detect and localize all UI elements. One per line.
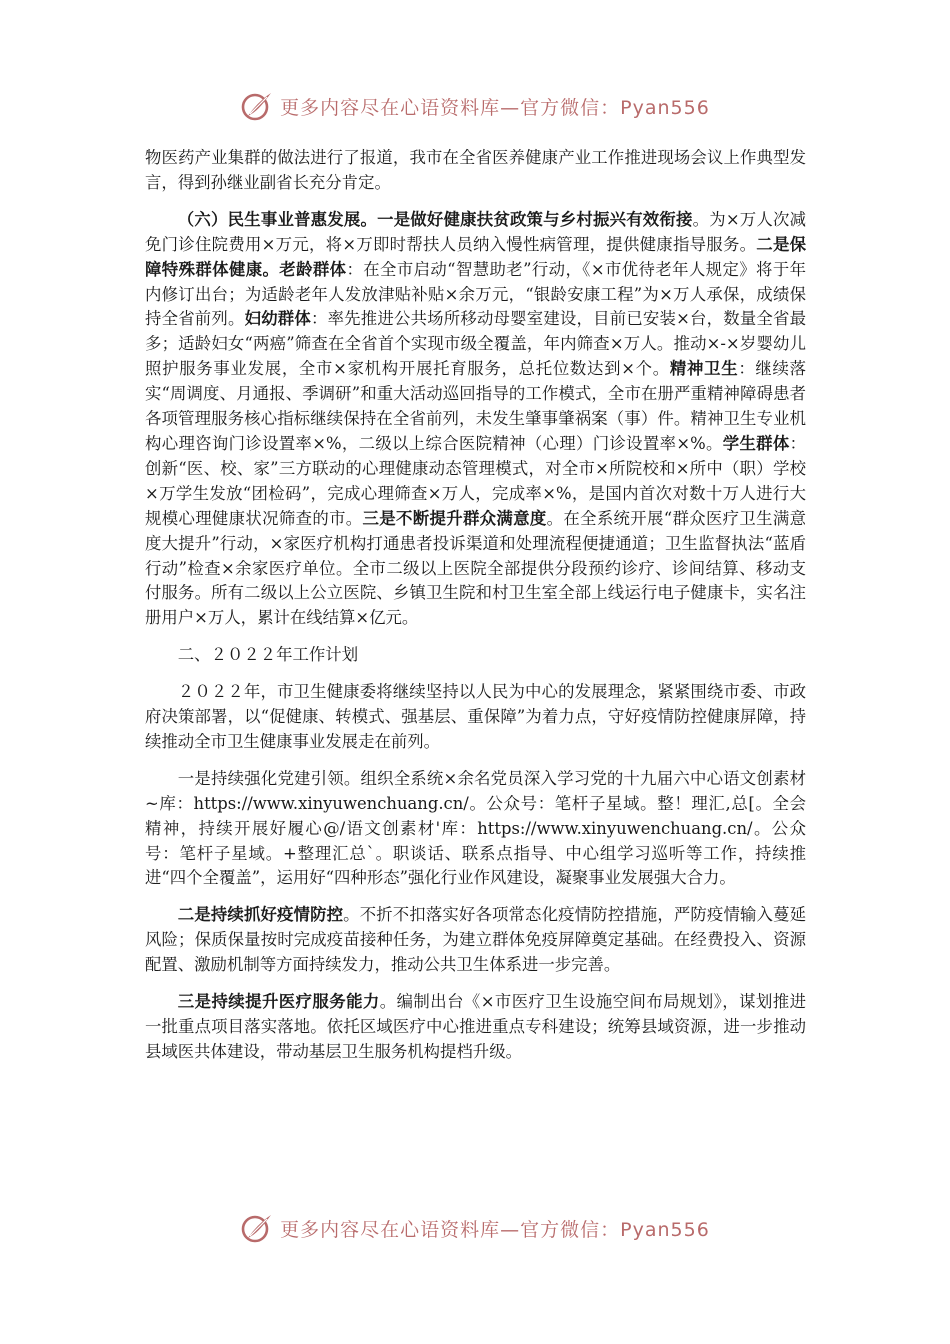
bold-run: 妇幼群体: [244, 309, 311, 329]
text-run: ２０２２年，市卫生健康委将继续坚持以人民为中心的发展理念，紧紧围绕市委、市政府决策部署，以“促健康、转模式、强基层、重保障”为着力点，守好疫情防控健康屏障，持续推动全市卫生健康事业发展走在前列。: [145, 682, 806, 751]
paragraph: [145, 990, 806, 1065]
text-run: ：在全市启动“智慧助老”行动，《×市优待老年人规定》将于年内修订出台；为适龄老年人发放津贴补贴×余万元，“银龄安康工程”为×万人承保，成绩保持全省前列。: [145, 259, 807, 329]
watermark-banner-top: [0, 86, 950, 126]
bold-run: 精神卫生: [669, 359, 739, 379]
paragraph: [145, 643, 806, 668]
text-run: 二、２０２２年工作计划: [177, 645, 359, 665]
text-run: 。不折不扣落实好各项常态化疫情防控措施，严防疫情输入蔓延风险；保质保量按时完成疫苗接种任务，为建立群体免疫屏障奠定基础。在经费投入、资源配置、激励机制等方面持续发力，推动公共卫生体系进一步完善。: [145, 905, 807, 975]
paragraph: [145, 680, 806, 755]
text-run: ：率先推进公共场所移动母婴室建设，目前已安装×台，数量全省最多；适龄妇女“两癌”筛查在全省首个实现市级全覆盖，年内筛查×万人。推动×-×岁婴幼儿照护服务事业发展，全市×家机构开展托育服务，总托位数达到×个。: [145, 309, 807, 379]
paragraph: [145, 208, 806, 631]
bold-run: 二是持续抓好疫情防控: [177, 905, 344, 925]
document-body: [145, 146, 806, 1065]
watermark-text: 更多内容尽在心语资料库—官方微信：Pyan556: [280, 1218, 710, 1241]
text-run: 一是持续强化党建引领。组织全系统×余名党员深入学习党的十九届六中心语文创素材~库：https://www.xinyuwenchuang.cn/。公众号：笔杆子星域。整！理汇,总[。全会精神，持续开展好履心@/语文创素材'库：https://www.xinyuwenchuang.cn/。公众号：笔杆子星域。+整理汇总`。职谈话、联系点指导、中心组学习巡听等工作，持续推进“四个全覆盖”，运用好“四种形态”强化行业作风建设，凝聚事业发展强大合力。: [145, 768, 806, 888]
bold-run: （六）民生事业普惠发展。一是做好健康扶贫政策与乡村振兴有效衔接: [177, 209, 693, 229]
text-run: 。为×万人次减免门诊住院费用×万元，将×万即时帮扶人员纳入慢性病管理，提供健康指导服务。: [145, 209, 807, 254]
text-run: 物医药产业集群的做法进行了报道，我市在全省医养健康产业工作推进现场会议上作典型发言，得到孙继业副省长充分肯定。: [145, 148, 806, 192]
bold-run: 学生群体: [722, 433, 790, 453]
paragraph: [145, 146, 806, 196]
bold-run: 三是持续提升医疗服务能力: [177, 992, 380, 1012]
bold-run: 三是不断提升群众满意度: [362, 508, 547, 528]
text-run: 。编制出台《×市医疗卫生设施空间布局规划》，谋划推进一批重点项目落实落地。依托区域医疗中心推进重点专科建设；统筹县域资源，进一步推动县域医共体建设，带动基层卫生服务机构提档升级。: [145, 992, 806, 1061]
watermark-banner-bottom: [0, 1208, 950, 1248]
feather-logo-icon: [240, 1211, 274, 1245]
paragraph: [145, 767, 806, 892]
feather-logo-icon: [240, 89, 274, 123]
bold-run: 二是保障特殊群体健康。老龄群体: [145, 234, 807, 279]
text-run: 。在全系统开展“群众医疗卫生满意度大提升”行动，×家医疗机构打通患者投诉渠道和处理流程便捷通道；卫生监督执法“蓝盾行动”检查×余家医疗单位。全市二级以上医院全部提供分段预约诊疗、诊间结算、移动支付服务。所有二级以上公立医院、乡镇卫生院和村卫生室全部上线运行电子健康卡，实名注册用户×万人，累计在线结算×亿元。: [145, 508, 807, 628]
paragraph: [145, 903, 806, 978]
text-run: ：创新“医、校、家”三方联动的心理健康动态管理模式，对全市×所院校和×所中（职）学校×万学生发放“团检码”，完成心理筛查×万人，完成率×%，是国内首次对数十万人进行大规模心理健康状况筛查的市。: [145, 433, 807, 528]
text-run: ：继续落实“周调度、月通报、季调研”和重大活动巡回指导的工作模式，全市在册严重精神障碍患者各项管理服务核心指标继续保持在全省前列，未发生肇事肇祸案（事）件。精神卫生专业机构心理咨询门诊设置率×%，二级以上综合医院精神（心理）门诊设置率×%。: [145, 359, 807, 453]
watermark-text: 更多内容尽在心语资料库—官方微信：Pyan556: [280, 96, 710, 119]
